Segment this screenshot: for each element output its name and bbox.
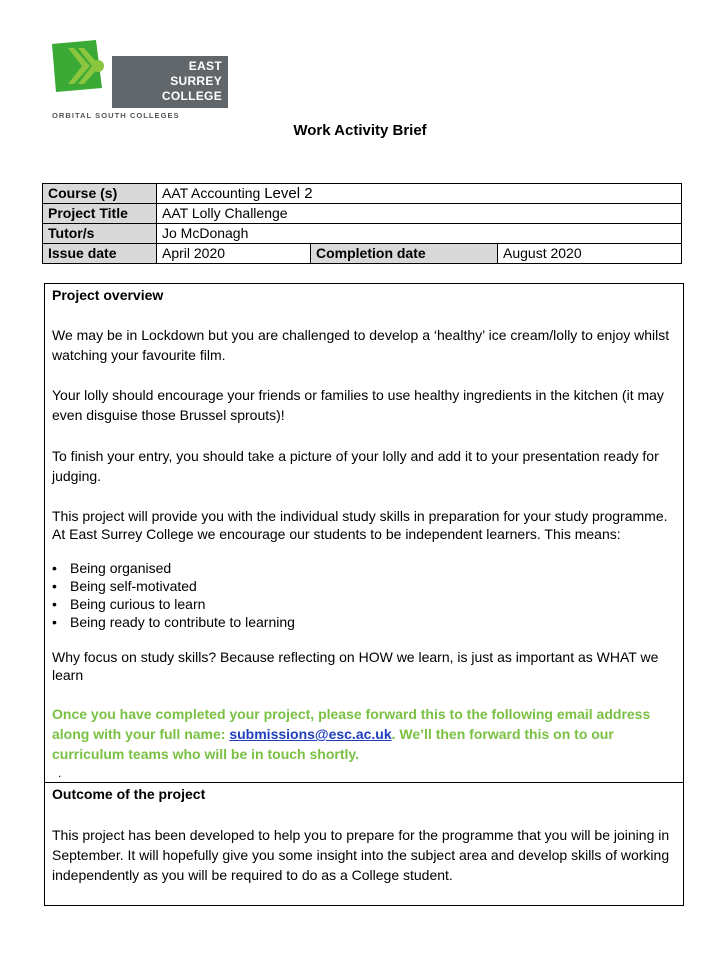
overview-heading: Project overview [52, 287, 164, 303]
course-label: Course (s) [43, 184, 157, 204]
list-item: • Being ready to contribute to learning [52, 613, 672, 631]
table-row [43, 224, 682, 244]
page-title: Work Activity Brief [293, 122, 427, 139]
completion-date-label: Completion date [311, 244, 498, 264]
table-row [43, 204, 682, 224]
logo-wordmark: EAST SURREY COLLEGE [161, 59, 222, 103]
list-item: • Being curious to learn [52, 595, 672, 613]
outcome-heading: Outcome of the project [52, 786, 206, 802]
email-link[interactable]: submissions@esc.ac.uk [229, 726, 392, 742]
submission-instructions: Once you have completed your project, please forward this to the following email address along with your full name: submissions@esc.ac.uk. We’ll then forward this on to our curriculum teams who will be in touch shortly. [52, 706, 651, 762]
issue-date-label: Issue date [43, 244, 157, 264]
project-title-value: AAT Lolly Challenge [157, 204, 682, 224]
course-info-table [42, 183, 682, 264]
overview-paragraph-1: We may be in Lockdown but you are challenged to develop a ‘healthy’ ice cream/lolly to enjoy whilst watching your favourite film. [52, 327, 670, 363]
logo-box [112, 56, 228, 108]
overview-paragraph-3: To finish your entry, you should take a picture of your lolly and add it to your presentation ready for judging. [52, 448, 659, 484]
tutor-label: Tutor/s [43, 224, 157, 244]
college-logo [52, 40, 222, 122]
trailing-dot: . [58, 766, 62, 780]
overview-paragraph-2: Your lolly should encourage your friends or families to use healthy ingredients in the kitchen (it may even disguise those Brussel sprouts)! [52, 387, 664, 423]
tutor-value: Jo McDonagh [157, 224, 682, 244]
list-item: • Being organised [52, 559, 672, 577]
table-row [43, 244, 682, 264]
outcome-paragraph: This project has been developed to help you to prepare for the programme that you will be joining in September. It will hopefully give you some insight into the subject area and develop skills of working independently as you will be required to do as a College student. [52, 827, 670, 883]
overview-paragraph-5: Why focus on study skills? Because reflecting on HOW we learn, is just as important as WHAT we learn [52, 649, 659, 683]
list-item: • Being self-motivated [52, 577, 672, 595]
issue-date-value: April 2020 [157, 244, 311, 264]
study-skills-list [52, 559, 672, 631]
logo-subtitle: ORBITAL SOUTH COLLEGES [52, 111, 180, 120]
overview-paragraph-4: This project will provide you with the individual study skills in preparation for your study programme. At East Surrey College we encourage our students to be independent learners. This means: [52, 508, 668, 542]
table-row [43, 184, 682, 204]
project-title-label: Project Title [43, 204, 157, 224]
completion-date-value: August 2020 [498, 244, 682, 264]
course-value: AAT Accounting Level 2 [157, 184, 682, 204]
